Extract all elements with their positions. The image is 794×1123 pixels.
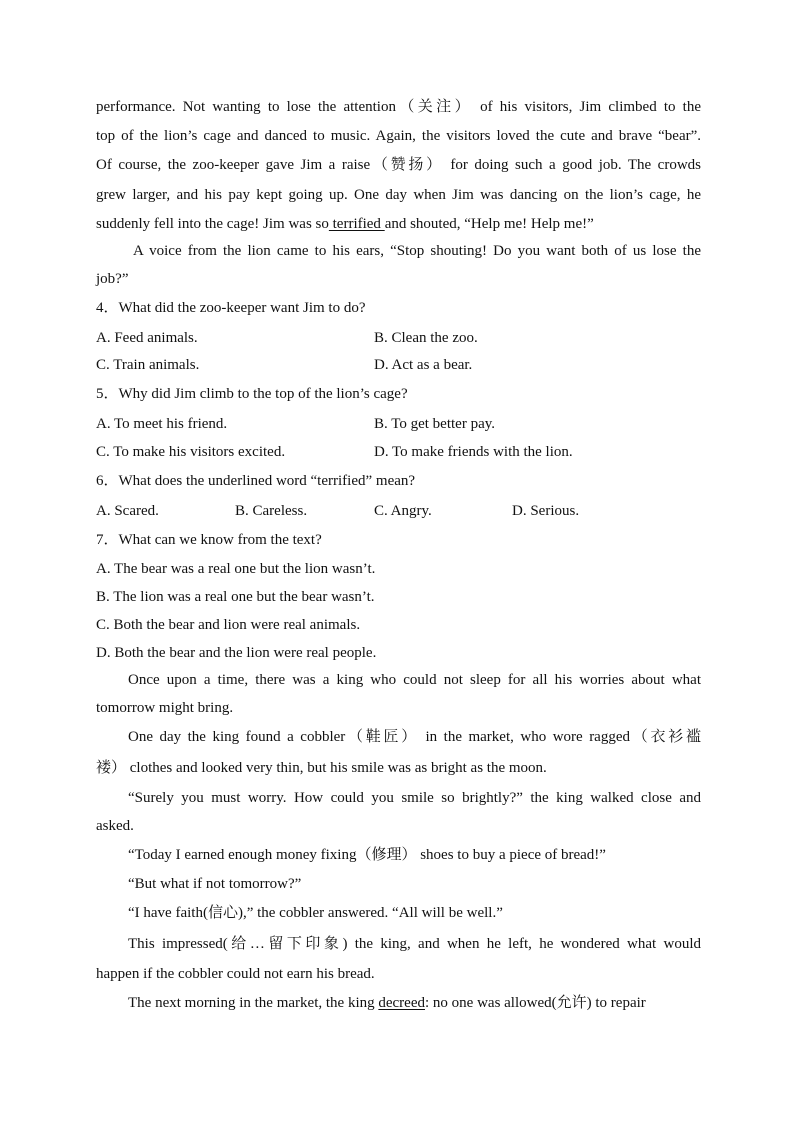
text-line: “Surely you must worry. How could you smile so brightly?” the king walked close and: [128, 790, 701, 806]
question-stem: 5．Why did Jim climb to the top of the lion’s cage?: [96, 386, 408, 402]
option-c: C. Both the bear and lion were real animals.: [96, 617, 361, 633]
underlined-word-terrified: terrified: [328, 216, 385, 232]
text-line: Of course, the zoo-keeper gave Jim a raise（赞扬） for doing such a good job. The crowds: [96, 157, 701, 173]
text-line: Once upon a time, there was a king who could not sleep for all his worries about what: [128, 672, 701, 688]
option-d: D. To make friends with the lion.: [374, 444, 573, 460]
question-stem: 4．What did the zoo-keeper want Jim to do?: [96, 300, 366, 316]
text-line: performance. Not wanting to lose the attention（关注） of his visitors, Jim climbed to the: [96, 99, 701, 115]
text-line: “I have faith(信心),” the cobbler answered. “All will be well.”: [128, 905, 503, 921]
text-line: [128, 993, 646, 1013]
option-d: D. Act as a bear.: [374, 357, 473, 373]
text-line: top of the lion’s cage and danced to music. Again, the visitors loved the cute and brave “bear”.: [96, 128, 701, 144]
option-d: D. Serious.: [512, 503, 580, 519]
text-line: asked.: [96, 818, 134, 834]
text-line: This impressed(给…留下印象) the king, and when he left, he wondered what would: [128, 936, 701, 952]
option-a: A. Scared.: [96, 503, 159, 519]
text-span: and shouted, “Help me! Help me!”: [384, 216, 594, 232]
text-line: tomorrow might bring.: [96, 700, 234, 716]
text-line: 褛） clothes and looked very thin, but his smile was as bright as the moon.: [96, 760, 547, 776]
option-c: C. Train animals.: [96, 357, 200, 373]
text-span: : no one was allowed(允许) to repair: [425, 995, 646, 1011]
text-span: The next morning in the market, the king: [128, 995, 375, 1011]
text-line: “But what if not tomorrow?”: [128, 876, 302, 892]
option-d: D. Both the bear and the lion were real people.: [96, 645, 377, 661]
text-line: One day the king found a cobbler（鞋匠） in the market, who wore ragged（衣衫褴: [128, 729, 701, 745]
question-stem: 7．What can we know from the text?: [96, 532, 322, 548]
text-line: “Today I earned enough money fixing（修理） shoes to buy a piece of bread!”: [128, 847, 606, 863]
text-line: [96, 214, 594, 234]
underlined-word-decreed: decreed: [378, 995, 425, 1011]
option-c: C. Angry.: [374, 503, 432, 519]
option-a: A. To meet his friend.: [96, 416, 228, 432]
option-c: C. To make his visitors excited.: [96, 444, 286, 460]
option-b: B. Clean the zoo.: [374, 330, 478, 346]
option-b: B. The lion was a real one but the bear wasn’t.: [96, 589, 375, 605]
option-b: B. To get better pay.: [374, 416, 496, 432]
text-line: happen if the cobbler could not earn his bread.: [96, 966, 375, 982]
text-line: A voice from the lion came to his ears, “Stop shouting! Do you want both of us lose the: [133, 243, 701, 259]
option-a: A. Feed animals.: [96, 330, 198, 346]
option-a: A. The bear was a real one but the lion wasn’t.: [96, 561, 376, 577]
question-stem: 6．What does the underlined word “terrified” mean?: [96, 473, 416, 489]
text-span: suddenly fell into the cage! Jim was so: [96, 216, 329, 232]
text-line: job?”: [96, 271, 129, 287]
text-line: grew larger, and his pay kept going up. One day when Jim was dancing on the lion’s cage, he: [96, 187, 701, 203]
option-b: B. Careless.: [235, 503, 308, 519]
